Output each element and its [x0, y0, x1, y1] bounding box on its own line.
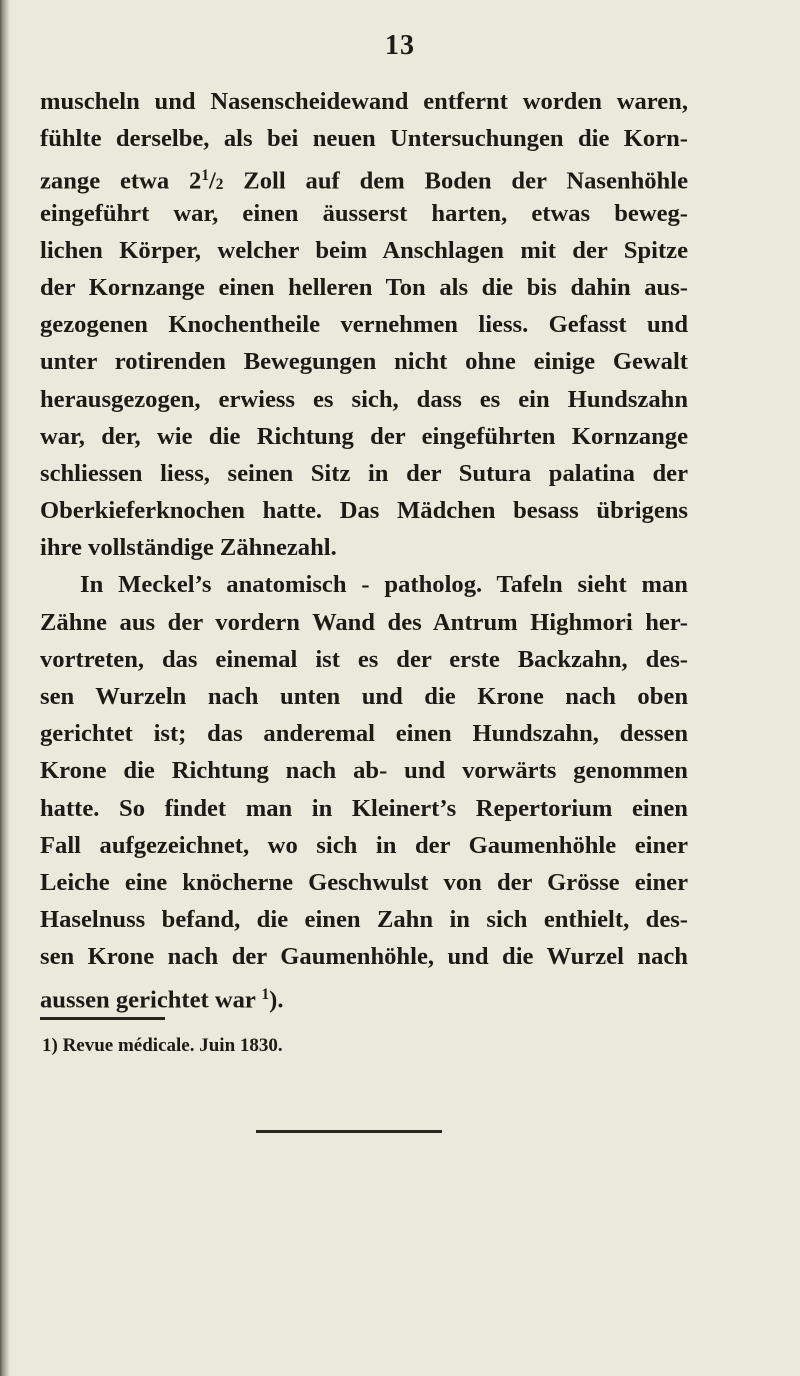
footnote-separator: [40, 1017, 165, 1020]
text-line: gerichtet ist; das anderemal einen Hundszahn, dessen: [40, 720, 688, 748]
text-line: schliessen liess, seinen Sitz in der Sutura palatina der: [40, 459, 688, 487]
body-text: [40, 83, 688, 1013]
page-edge-shadow: [0, 0, 10, 1376]
footnote: 1) Revue médicale. Juin 1830.: [42, 1035, 283, 1056]
text-line: war, der, wie die Richtung der eingeführten Kornzange: [40, 422, 688, 450]
text-line: ihre vollständige Zähnezahl.: [40, 534, 337, 562]
text-line: fühlte derselbe, als bei neuen Untersuchungen die Korn-: [40, 125, 688, 153]
text-line: Fall aufgezeichnet, wo sich in der Gaumenhöhle einer: [40, 831, 688, 859]
text-line: gezogenen Knochentheile vernehmen liess. Gefasst und: [40, 311, 688, 339]
fraction-slash: /: [208, 167, 216, 195]
bottom-rule: [256, 1130, 442, 1133]
text-line: Krone die Richtung nach ab- und vorwärts genommen: [40, 757, 688, 785]
text-line: der Kornzange einen helleren Ton als die bis dahin aus-: [40, 273, 688, 301]
text-line: Zähne aus der vordern Wand des Antrum Highmori her-: [40, 608, 688, 636]
footnote-marker: 1: [261, 985, 270, 1003]
text-line: herausgezogen, erwiess es sich, dass es ein Hundszahn: [40, 385, 688, 413]
text-segment: zange etwa 2: [40, 167, 202, 195]
text-line: Haselnuss befand, die einen Zahn in sich enthielt, des-: [40, 906, 688, 934]
text-line: muscheln und Nasenscheidewand entfernt worden waren,: [40, 88, 688, 115]
text-line: sen Krone nach der Gaumenhöhle, und die Wurzel nach: [40, 943, 688, 971]
fraction-numerator: 1: [201, 167, 209, 185]
fraction-denominator: 2: [215, 176, 224, 194]
text-line: hatte. So findet man in Kleinert’s Repertorium einen: [40, 794, 688, 822]
text-line: lichen Körper, welcher beim Anschlagen mit der Spitze: [40, 236, 688, 264]
text-line: unter rotirenden Bewegungen nicht ohne einige Gewalt: [40, 348, 688, 376]
text-line: [40, 976, 688, 1013]
text-line: In Meckel’s anatomisch - patholog. Tafeln sieht man: [80, 571, 688, 599]
text-line: Leiche eine knöcherne Geschwulst von der Grösse einer: [40, 868, 688, 896]
text-line: sen Wurzeln nach unten und die Krone nach oben: [40, 683, 688, 710]
text-line: [40, 157, 688, 194]
text-segment: ).: [269, 985, 284, 1013]
text-line: vortreten, das einemal ist es der erste Backzahn, des-: [40, 645, 688, 673]
text-line: Oberkieferknochen hatte. Das Mädchen besass übrigens: [40, 497, 688, 525]
text-segment: Zoll auf dem Boden der Nasenhöhle: [223, 167, 688, 195]
page-number: 13: [385, 30, 415, 61]
text-segment: aussen gerichtet war: [40, 985, 262, 1013]
text-line: eingeführt war, einen äusserst harten, etwas beweg-: [40, 199, 688, 227]
